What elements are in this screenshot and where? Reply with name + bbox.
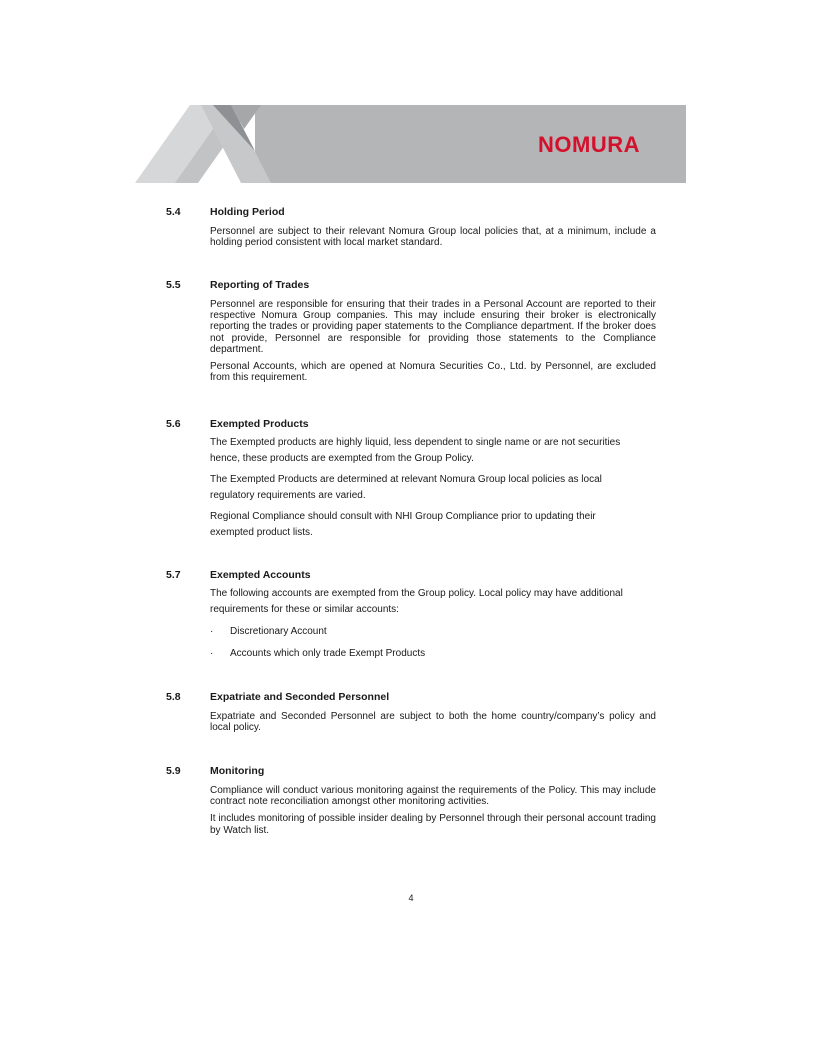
list-item-text: Discretionary Account: [230, 626, 327, 637]
bullet-marker: ·: [210, 648, 214, 659]
list-item: [210, 625, 640, 639]
section-number: 5.5: [166, 279, 181, 291]
paragraph: It includes monitoring of possible insider dealing by Personnel through their personal account trading by Watch list.: [210, 813, 656, 836]
section-number: 5.9: [166, 765, 181, 777]
paragraph: The Exempted products are highly liquid, less dependent to single name or are not securities hence, these products are exempted from the Group Policy.: [210, 437, 621, 464]
bullet-marker: ·: [210, 626, 214, 637]
section-5-7: [166, 569, 656, 661]
paragraph: Personnel are responsible for ensuring that their trades in a Personal Account are reported to their respective Nomura Group companies. This may include ensuring their broker is electronically reporting the trades or providing paper statements to the Compliance department. If the broker does not provide, Personnel are responsible for providing those statements to the Compliance department.: [210, 299, 656, 355]
nomura-logo: NOMURA: [538, 132, 640, 157]
section-title: Exempted Products: [210, 418, 309, 430]
section-title: Holding Period: [210, 206, 285, 218]
section-number: 5.8: [166, 691, 181, 703]
list-item-text: Accounts which only trade Exempt Products: [230, 648, 426, 659]
section-5-9: [166, 765, 656, 836]
paragraph: Regional Compliance should consult with NHI Group Compliance prior to updating their exempted product lists.: [210, 511, 596, 538]
section-5-4: [166, 206, 656, 248]
paragraph: Expatriate and Seconded Personnel are subject to both the home country/company’s policy and local policy.: [210, 711, 656, 734]
section-5-6: [166, 418, 656, 540]
page-number: 4: [408, 893, 414, 903]
section-number: 5.6: [166, 418, 181, 430]
section-5-5: [166, 279, 656, 383]
section-title: Reporting of Trades: [210, 279, 310, 291]
section-number: 5.7: [166, 569, 181, 581]
section-title: Exempted Accounts: [210, 569, 311, 581]
paragraph: Compliance will conduct various monitoring against the requirements of the Policy. This may include contract note reconciliation amongst other monitoring activities.: [210, 785, 656, 808]
paragraph: The following accounts are exempted from the Group policy. Local policy may have additional requirements for these or similar accounts:: [210, 588, 623, 615]
section-number: 5.4: [166, 206, 181, 218]
list-item: [210, 647, 640, 661]
paragraph: The Exempted Products are determined at relevant Nomura Group local policies as local regulatory requirements are varied.: [210, 474, 602, 501]
section-title: Monitoring: [210, 765, 265, 777]
section-5-8: [166, 691, 656, 733]
paragraph: Personnel are subject to their relevant Nomura Group local policies that, at a minimum, include a holding period consistent with local market standard.: [210, 226, 656, 249]
paragraph: Personal Accounts, which are opened at Nomura Securities Co., Ltd. by Personnel, are excluded from this requirement.: [210, 361, 656, 384]
section-title: Expatriate and Seconded Personnel: [210, 691, 390, 703]
